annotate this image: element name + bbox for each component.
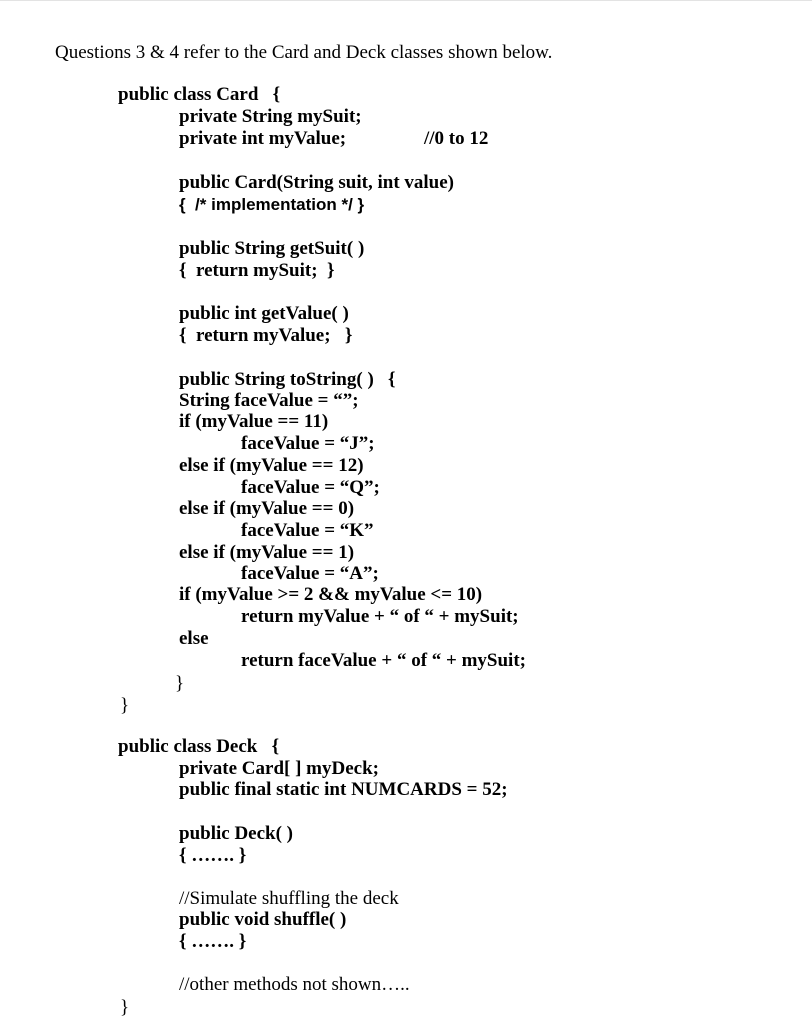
card-constructor-signature: public Card(String suit, int value) [179,172,455,193]
getvalue-body: { return myValue; } [179,325,353,346]
numcards-field: public final static int NUMCARDS = 52; [179,779,508,800]
assign-facevalue-j: faceValue = “J”; [241,433,375,454]
deck-class-close-brace: } [120,997,130,1018]
card-class-close-brace: } [120,695,130,716]
shuffle-signature: public void shuffle( ) [179,909,347,930]
shuffle-comment: //Simulate shuffling the deck [179,888,399,909]
deck-constructor-body: { ……. } [179,845,247,866]
else-keyword: else [179,628,209,649]
assign-facevalue-k: faceValue = “K” [241,520,374,541]
card-constructor-body: { /* implementation */ } [179,195,365,214]
card-suit-field: private String mySuit; [179,106,362,127]
deck-constructor-signature: public Deck( ) [179,823,293,844]
facevalue-declaration: String faceValue = “”; [179,390,359,411]
other-methods-comment: //other methods not shown….. [179,974,410,995]
elseif-value-0: else if (myValue == 0) [179,498,355,519]
tostring-signature: public String toString( ) { [179,369,396,390]
card-value-field: private int myValue; [179,128,347,149]
assign-facevalue-a: faceValue = “A”; [241,563,379,584]
deck-class-header: public class Deck { [118,736,280,757]
top-divider [0,0,812,1]
card-class-header: public class Card { [118,84,281,105]
return-number-string: return myValue + “ of “ + mySuit; [241,606,519,627]
deck-array-field: private Card[ ] myDeck; [179,758,379,779]
card-value-comment: //0 to 12 [424,128,489,149]
getsuit-body: { return mySuit; } [179,260,335,281]
elseif-value-1: else if (myValue == 1) [179,542,355,563]
if-value-range: if (myValue >= 2 && myValue <= 10) [179,584,483,605]
assign-facevalue-q: faceValue = “Q”; [241,477,380,498]
return-face-string: return faceValue + “ of “ + mySuit; [241,650,526,671]
tostring-close-brace: } [175,673,185,694]
intro-text: Questions 3 & 4 refer to the Card and Deck classes shown below. [55,42,553,63]
getvalue-signature: public int getValue( ) [179,303,349,324]
elseif-value-12: else if (myValue == 12) [179,455,364,476]
shuffle-body: { ……. } [179,931,247,952]
if-value-11: if (myValue == 11) [179,411,329,432]
getsuit-signature: public String getSuit( ) [179,238,365,259]
